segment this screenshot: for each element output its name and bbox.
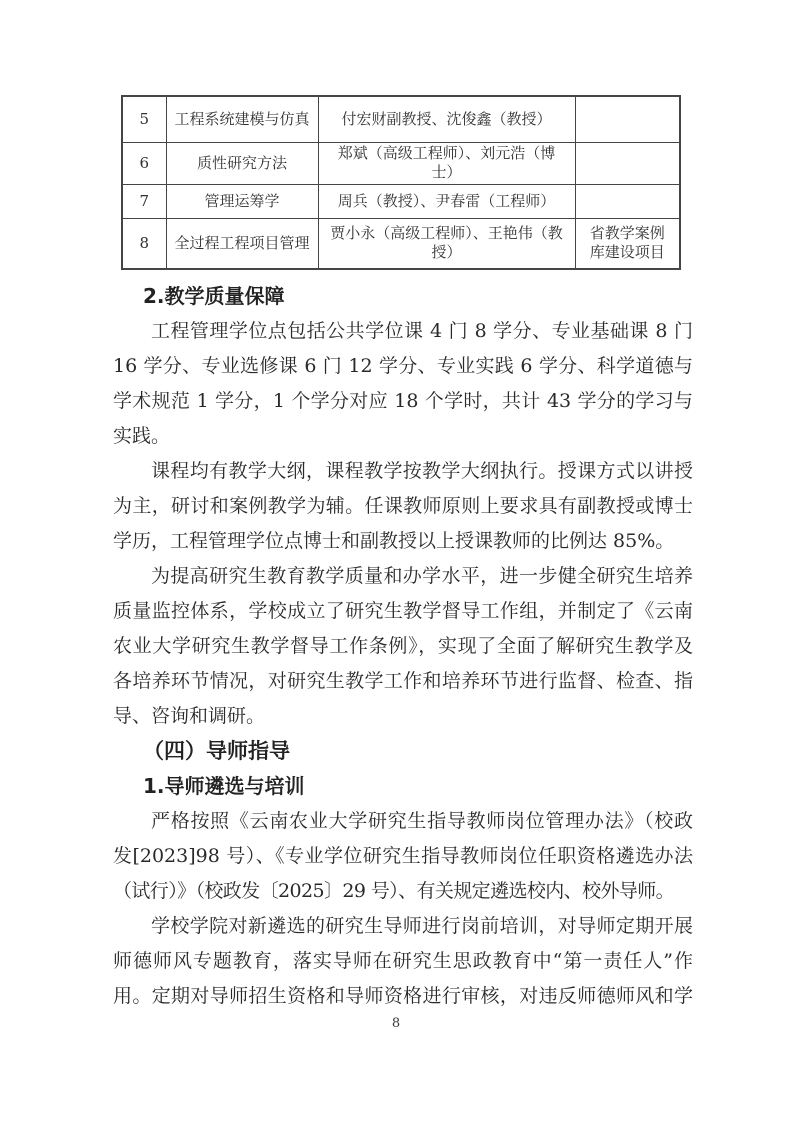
- table-row: [122, 184, 680, 218]
- course-name-cell: 管理运筹学: [166, 184, 318, 218]
- para-supervision-line: 各培养环节情况，对研究生教学工作和培养环节进行监督、检查、指: [113, 670, 693, 692]
- course-number-cell: 7: [122, 184, 166, 218]
- para-training-line: 用。定期对导师招生资格和导师资格进行审核，对违反师德师风和学: [113, 985, 693, 1007]
- para-training-line: 师德师风专题教育，落实导师在研究生思政教育中“第一责任人”作: [113, 950, 693, 972]
- teachers-line: 士）: [431, 163, 462, 181]
- course-note-cell: [575, 142, 680, 184]
- course-number-cell: 8: [122, 218, 166, 269]
- teachers-line: 贾小永（高级工程师）、王艳伟（教: [330, 224, 563, 243]
- course-note-cell: [575, 184, 680, 218]
- para-credits-line: 学术规范 1 学分，1 个学分对应 18 个学时，共计 43 学分的学习与: [113, 390, 693, 412]
- para-outline-line: 课程均有教学大纲，课程教学按教学大纲执行。授课方式以讲授: [151, 460, 693, 482]
- teachers-line: 授）: [431, 243, 462, 262]
- para-selection-line: （试行）》（校政发〔2025〕29 号）、有关规定遴选校内、校外导师。: [113, 880, 675, 902]
- document-body: [113, 279, 693, 1014]
- para-credits-line: 工程管理学位点包括公共学位课 4 门 8 学分、专业基础课 8 门: [151, 320, 693, 342]
- heading-teaching-quality: 2.教学质量保障: [143, 284, 285, 308]
- heading-mentor-guidance: （四）导师指导: [143, 739, 290, 763]
- course-number-cell: 6: [122, 142, 166, 184]
- para-selection-line: 严格按照《云南农业大学研究生指导教师岗位管理办法》（校政: [151, 810, 693, 832]
- course-number-cell: 5: [122, 96, 166, 142]
- course-note-cell: [575, 96, 680, 142]
- page-number: 8: [391, 1016, 401, 1031]
- course-note-cell: [575, 218, 680, 269]
- teachers-line: 郑斌（高级工程师）、刘元浩（博: [337, 144, 556, 162]
- para-selection-line: 发[2023]98 号）、《专业学位研究生指导教师岗位任职资格遴选办法: [113, 845, 693, 867]
- course-name-cell: 工程系统建模与仿真: [166, 96, 318, 142]
- course-table: [121, 95, 681, 270]
- note-line: 省教学案例: [589, 224, 665, 243]
- heading-mentor-selection: 1.导师遴选与培训: [143, 774, 305, 798]
- para-supervision-line: 质量监控体系，学校成立了研究生教学督导工作组，并制定了《云南: [113, 600, 693, 622]
- para-credits-line: 16 学分、专业选修课 6 门 12 学分、专业实践 6 学分、科学道德与: [113, 355, 693, 377]
- para-supervision-line: 为提高研究生教育教学质量和办学水平，进一步健全研究生培养: [151, 565, 693, 587]
- para-credits-line: 实践。: [113, 425, 171, 447]
- para-supervision-line: 农业大学研究生教学督导工作条例》，实现了全面了解研究生教学及: [113, 635, 693, 657]
- course-name-cell: 全过程工程项目管理: [166, 218, 318, 269]
- para-outline-line: 为主，研讨和案例教学为辅。任课教师原则上要求具有副教授或博士: [113, 495, 693, 517]
- course-name-cell: 质性研究方法: [166, 142, 318, 184]
- course-teachers-cell: [318, 142, 575, 184]
- note-line: 库建设项目: [589, 243, 665, 262]
- table-row: [122, 218, 680, 269]
- table-row: [122, 96, 680, 142]
- para-outline-line: 学历，工程管理学位点博士和副教授以上授课教师的比例达 85%。: [113, 530, 675, 552]
- course-teachers-cell: 周兵（教授）、尹春雷（工程师）: [318, 184, 575, 218]
- course-teachers-cell: 付宏财副教授、沈俊鑫（教授）: [318, 96, 575, 142]
- table-row: [122, 142, 680, 184]
- course-teachers-cell: [318, 218, 575, 269]
- para-supervision-line: 导、咨询和调研。: [113, 705, 266, 727]
- para-training-line: 学校学院对新遴选的研究生导师进行岗前培训，对导师定期开展: [151, 915, 693, 937]
